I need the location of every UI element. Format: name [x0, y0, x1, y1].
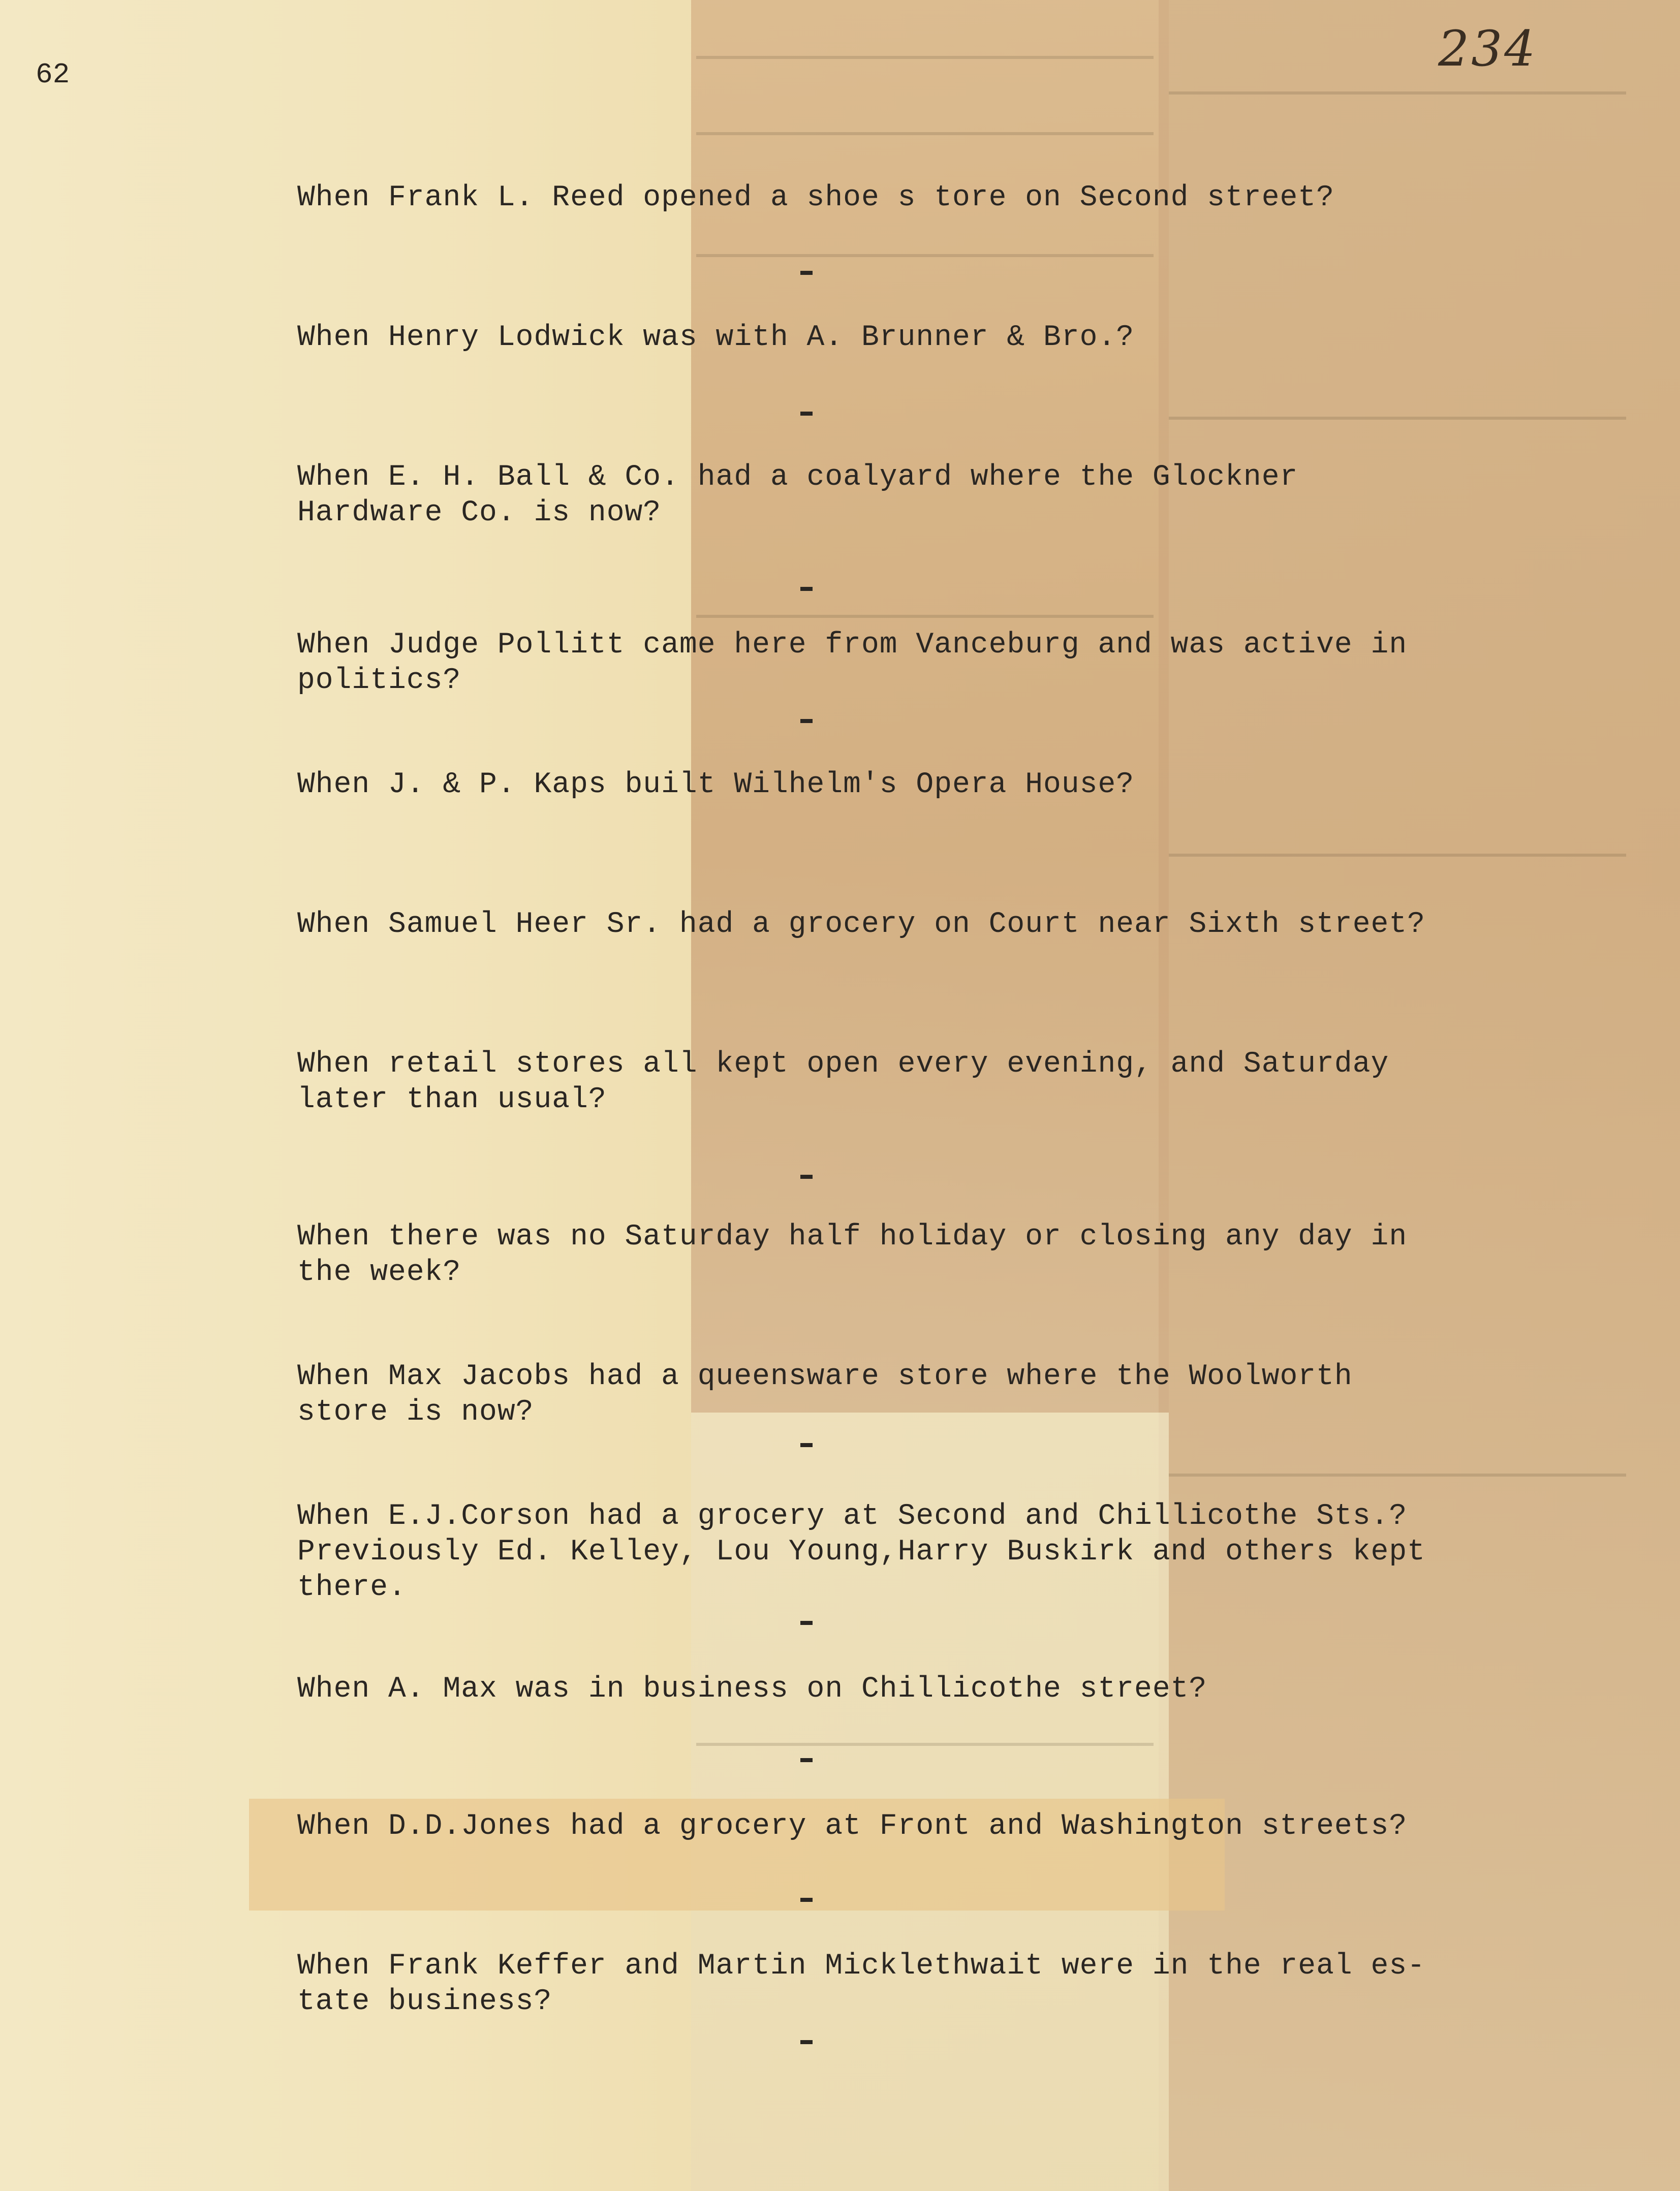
show-through-line [696, 132, 1154, 135]
question-entry [297, 767, 1134, 803]
separator-dash [800, 1621, 813, 1625]
separator-dash [800, 1443, 813, 1447]
question-entry [297, 628, 1407, 699]
question-text: When retail stores all kept open every evening, and Saturday later than usual? [297, 1048, 1389, 1116]
question-entry [297, 1219, 1407, 1291]
question-text: When A. Max was in business on Chillicothe street? [297, 1673, 1207, 1706]
question-text: When E. H. Ball & Co. had a coalyard where the Glockner Hardware Co. is now? [297, 461, 1298, 529]
show-through-line [696, 56, 1154, 59]
separator-dash [800, 271, 813, 275]
show-through-line [1169, 91, 1626, 95]
separator-dash [800, 1898, 813, 1902]
question-text: When J. & P. Kaps built Wilhelm's Opera House? [297, 768, 1135, 801]
show-through-line [696, 615, 1154, 618]
question-entry [297, 1672, 1207, 1707]
question-entry [297, 320, 1134, 356]
separator-dash [800, 1175, 813, 1179]
show-through-line [1169, 417, 1626, 420]
question-entry [297, 1047, 1389, 1118]
question-entry [297, 1809, 1407, 1844]
show-through-line [696, 254, 1154, 257]
page-number-left: 62 [36, 58, 70, 91]
question-entry [297, 907, 1425, 943]
separator-dash [800, 719, 813, 723]
question-text: When Frank L. Reed opened a shoe s tore on Second street? [297, 181, 1334, 214]
question-text: When Henry Lodwick was with A. Brunner & Bro.? [297, 321, 1135, 354]
show-through-line [1169, 854, 1626, 857]
question-text: When there was no Saturday half holiday or closing any day in the week? [297, 1220, 1408, 1289]
question-text: When Frank Keffer and Martin Micklethwait were in the real es- tate business? [297, 1950, 1425, 2018]
question-entry [297, 1359, 1353, 1430]
question-text: When Samuel Heer Sr. had a grocery on Court near Sixth street? [297, 908, 1425, 941]
question-entry [297, 1949, 1425, 2020]
question-text: When E.J.Corson had a grocery at Second and Chillicothe Sts.? Previously Ed. Kelley, Lou Young,Harry Buskirk and others kept there. [297, 1500, 1425, 1604]
question-text: When Max Jacobs had a queensware store where the Woolworth store is now? [297, 1360, 1353, 1429]
show-through-line [1169, 1474, 1626, 1477]
question-entry [297, 1499, 1425, 1606]
question-entry [297, 180, 1334, 216]
question-text: When Judge Pollitt came here from Vanceburg and was active in politics? [297, 629, 1408, 697]
separator-dash [800, 412, 813, 416]
page-number-handwritten: 234 [1438, 20, 1538, 77]
show-through-line [696, 1743, 1154, 1746]
separator-dash [800, 1758, 813, 1762]
question-text: When D.D.Jones had a grocery at Front and Washington streets? [297, 1810, 1408, 1843]
separator-dash [800, 2040, 813, 2044]
separator-dash [800, 587, 813, 591]
question-entry [297, 460, 1298, 531]
